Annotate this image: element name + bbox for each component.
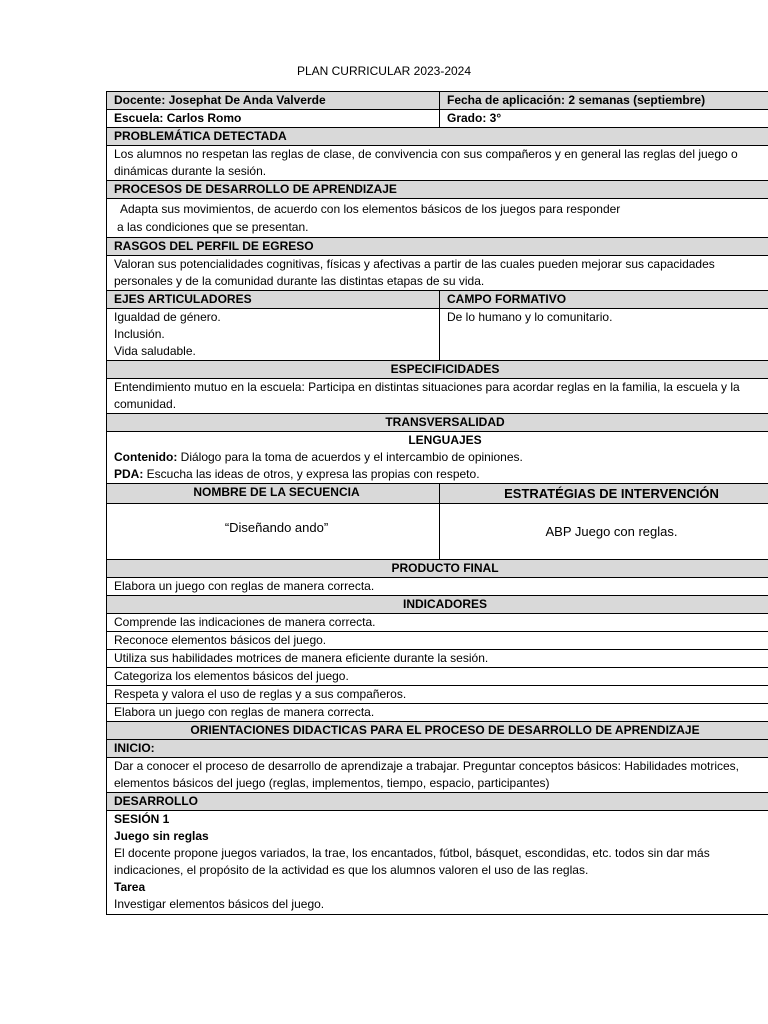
ejes-item: Inclusión. [114,327,165,341]
indicador-item: Respeta y valora el uso de reglas y a sus compañeros. [107,686,768,704]
inicio-line-1: Dar a conocer el proceso de desarrollo de aprendizaje a trabajar. Preguntar conceptos básicos: Habilidades motrices, [114,759,740,773]
rasgos-line-1: Valoran sus potencialidades cognitivas, físicas y afectivas a partir de las cuales pueden mejorar sus capacidades [114,257,715,271]
especificidades-header: ESPECIFICIDADES [107,361,768,379]
secuencia-name: “Diseñando ando” [224,520,329,535]
indicadores-header: INDICADORES [107,596,768,614]
indicador-item: Categoriza los elementos básicos del juego. [107,668,768,686]
ejes-item: Igualdad de género. [114,310,221,324]
procesos-line-1: Adapta sus movimientos, de acuerdo con los elementos básicos de los juegos para responder [120,202,621,216]
desarrollo-line-1: El docente propone juegos variados, la trae, los encantados, fútbol, básquet, escondidas, etc. todos sin dar más [114,846,710,860]
contenido-line [114,449,768,466]
producto-value: Elabora un juego con reglas de manera correcta. [107,578,768,596]
inicio-header: INICIO: [107,740,768,758]
estrategias-name: ABP Juego con reglas. [545,524,678,539]
secuencia-header: NOMBRE DE LA SECUENCIA [107,484,440,504]
campo-value: De lo humano y lo comunitario. [440,309,768,361]
problematica-header: PROBLEMÁTICA DETECTADA [107,128,768,146]
ejes-list [107,309,440,361]
especificidades-line-2: comunidad. [114,397,177,411]
indicador-item: Reconoce elementos básicos del juego. [107,632,768,650]
procesos-text [107,199,768,238]
pda-label: PDA: [114,467,144,481]
procesos-line-2: a las condiciones que se presentan. [117,220,309,234]
escuela-cell: Escuela: Carlos Romo [107,110,440,128]
juego-title: Juego sin reglas [114,829,209,843]
inicio-line-2: elementos básicos del juego (reglas, implementos, tiempo, espacio, participantes) [114,776,550,790]
campo-header: CAMPO FORMATIVO [440,291,768,309]
fecha-cell: Fecha de aplicación: 2 semanas (septiembre) [440,92,768,110]
document-title: PLAN CURRICULAR 2023-2024 [296,64,472,78]
sesion-title: SESIÓN 1 [114,812,170,826]
procesos-header: PROCESOS DE DESARROLLO DE APRENDIZAJE [107,181,768,199]
inicio-text [107,758,768,793]
transversalidad-body [107,432,768,484]
rasgos-line-2: personales y de la comunidad durante las distintas etapas de su vida. [114,274,485,288]
desarrollo-header: DESARROLLO [107,793,768,811]
curriculum-table [106,91,768,915]
pda-line [114,466,768,483]
indicador-item: Elabora un juego con reglas de manera correcta. [107,704,768,722]
problematica-line-2: dinámicas durante la sesión. [114,164,267,178]
estrategias-value [440,504,768,560]
problematica-line-1: Los alumnos no respetan las reglas de clase, de convivencia con sus compañeros y en general las reglas del juego o [114,147,738,161]
rasgos-text [107,256,768,291]
lenguajes-subheader: LENGUAJES [408,433,482,447]
producto-header: PRODUCTO FINAL [107,560,768,578]
ejes-item: Vida saludable. [114,344,196,358]
especificidades-line-1: Entendimiento mutuo en la escuela: Participa en distintas situaciones para acordar reglas en la familia, la escuela y la [114,380,740,394]
desarrollo-line-2: indicaciones, el propósito de la actividad es que los alumnos valoren el uso de las reglas. [114,863,589,877]
grado-cell: Grado: 3° [440,110,768,128]
orientaciones-header: ORIENTACIONES DIDACTICAS PARA EL PROCESO DE DESARROLLO DE APRENDIZAJE [107,722,768,740]
ejes-header: EJES ARTICULADORES [107,291,440,309]
indicador-item: Comprende las indicaciones de manera correcta. [107,614,768,632]
transversalidad-header: TRANSVERSALIDAD [107,414,768,432]
desarrollo-body [107,811,768,915]
rasgos-header: RASGOS DEL PERFIL DE EGRESO [107,238,768,256]
tarea-label: Tarea [114,880,146,894]
pda-text: Escucha las ideas de otros, y expresa las propias con respeto. [143,467,480,481]
header-row-2 [107,110,768,128]
header-row-1 [107,92,768,110]
docente-cell: Docente: Josephat De Anda Valverde [107,92,440,110]
contenido-text: Diálogo para la toma de acuerdos y el intercambio de opiniones. [177,450,523,464]
contenido-label: Contenido: [114,450,178,464]
secuencia-value [107,504,440,560]
especificidades-text [107,379,768,414]
indicador-item: Utiliza sus habilidades motrices de manera eficiente durante la sesión. [107,650,768,668]
estrategias-header: ESTRATÉGIAS DE INTERVENCIÓN [440,484,768,504]
tarea-text: Investigar elementos básicos del juego. [114,897,325,911]
problematica-text [107,146,768,181]
